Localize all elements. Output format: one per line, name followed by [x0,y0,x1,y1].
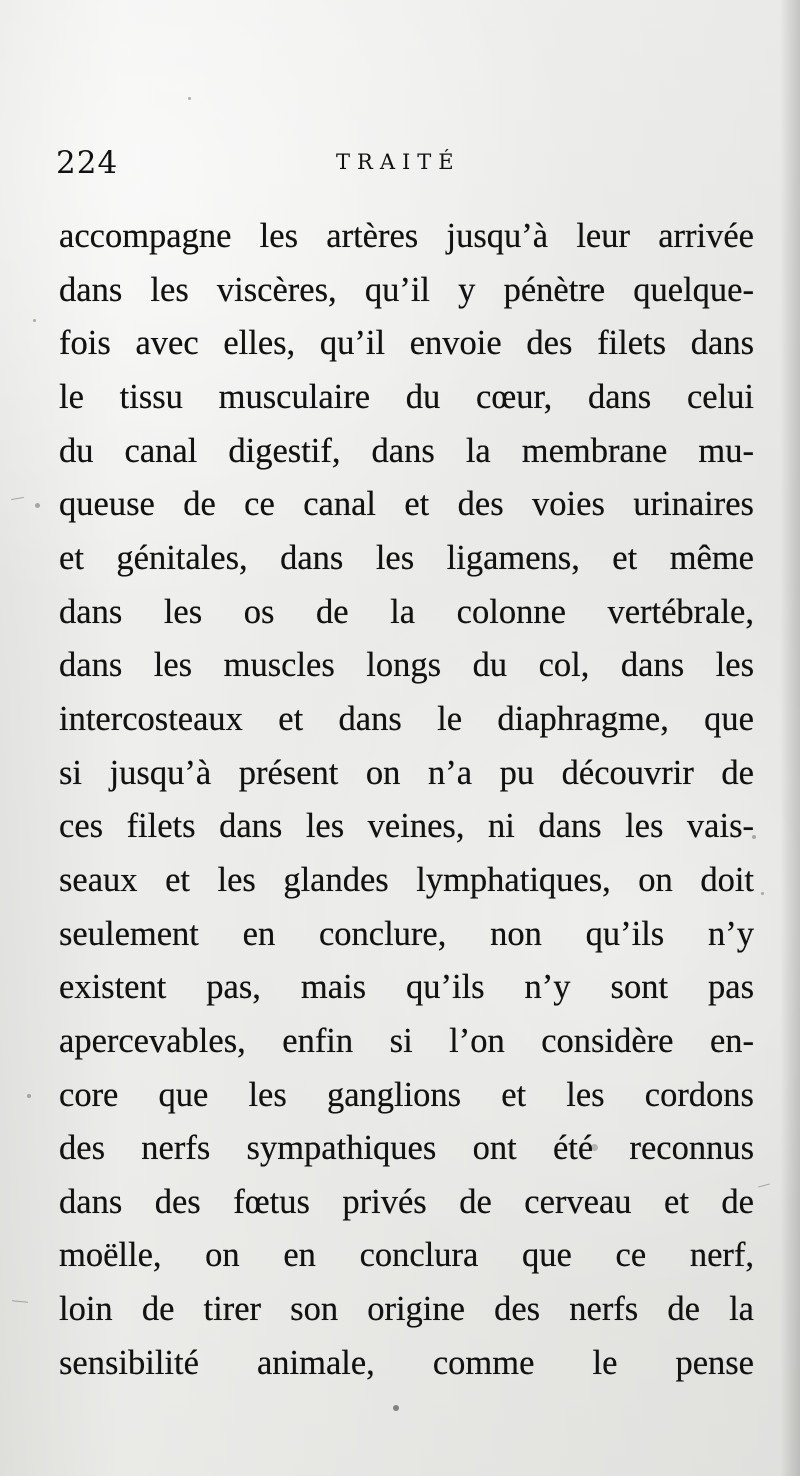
text-line: existent pas, mais qu’ils n’y sont pas [59,968,754,1007]
text-line: dans les os de la colonne vertébrale, [59,592,754,631]
text-line: sensibilité animale, comme le pense [59,1343,754,1382]
paper-speck [761,892,764,895]
margin-mark [758,1183,770,1187]
main-text [59,210,754,1390]
running-title: TRAITÉ [336,150,461,174]
text-line: dans des fœtus privés de cerveau et de [59,1182,754,1221]
text-line: seaux et les glandes lymphatiques, on doit [59,860,754,899]
paper-speck [752,835,756,839]
page-edge-shadow [780,0,800,1476]
text-line: dans les viscères, qu’il y pénètre quelque- [59,270,754,309]
paper-speck [393,1405,399,1411]
margin-mark [12,1300,28,1302]
text-line: accompagne les artères jusqu’à leur arrivée [59,217,754,255]
page-number: 224 [56,145,119,181]
paper-speck [33,319,36,322]
text-line: queuse de ce canal et des voies urinaires [59,485,754,524]
text-line: moëlle, on en conclura que ce nerf, [59,1236,754,1275]
paper-speck [35,503,40,508]
text-line: core que les ganglions et les cordons [59,1075,754,1114]
paper-speck [591,1144,598,1151]
text-line: fois avec elles, qu’il envoie des filets dans [59,324,754,363]
text-line: des nerfs sympathiques ont été reconnus [59,1129,754,1168]
text-line: du canal digestif, dans la membrane mu- [59,431,754,470]
paper-speck [188,97,191,100]
text-line: le tissu musculaire du cœur, dans celui [59,377,754,416]
text-line: loin de tirer son origine des nerfs de la [59,1290,754,1329]
text-line: apercevables, enfin si l’on considère en- [59,1021,754,1060]
margin-mark [11,497,24,500]
text-line: seulement en conclure, non qu’ils n’y [59,914,754,953]
text-line: dans les muscles longs du col, dans les [59,646,754,685]
paper-speck [27,1094,31,1098]
text-line: intercosteaux et dans le diaphragme, que [59,699,754,738]
text-line: ces filets dans les veines, ni dans les vais- [59,807,754,846]
text-line: et génitales, dans les ligamens, et même [59,538,754,577]
text-line: si jusqu’à présent on n’a pu découvrir de [59,753,754,792]
page-header [56,145,746,185]
